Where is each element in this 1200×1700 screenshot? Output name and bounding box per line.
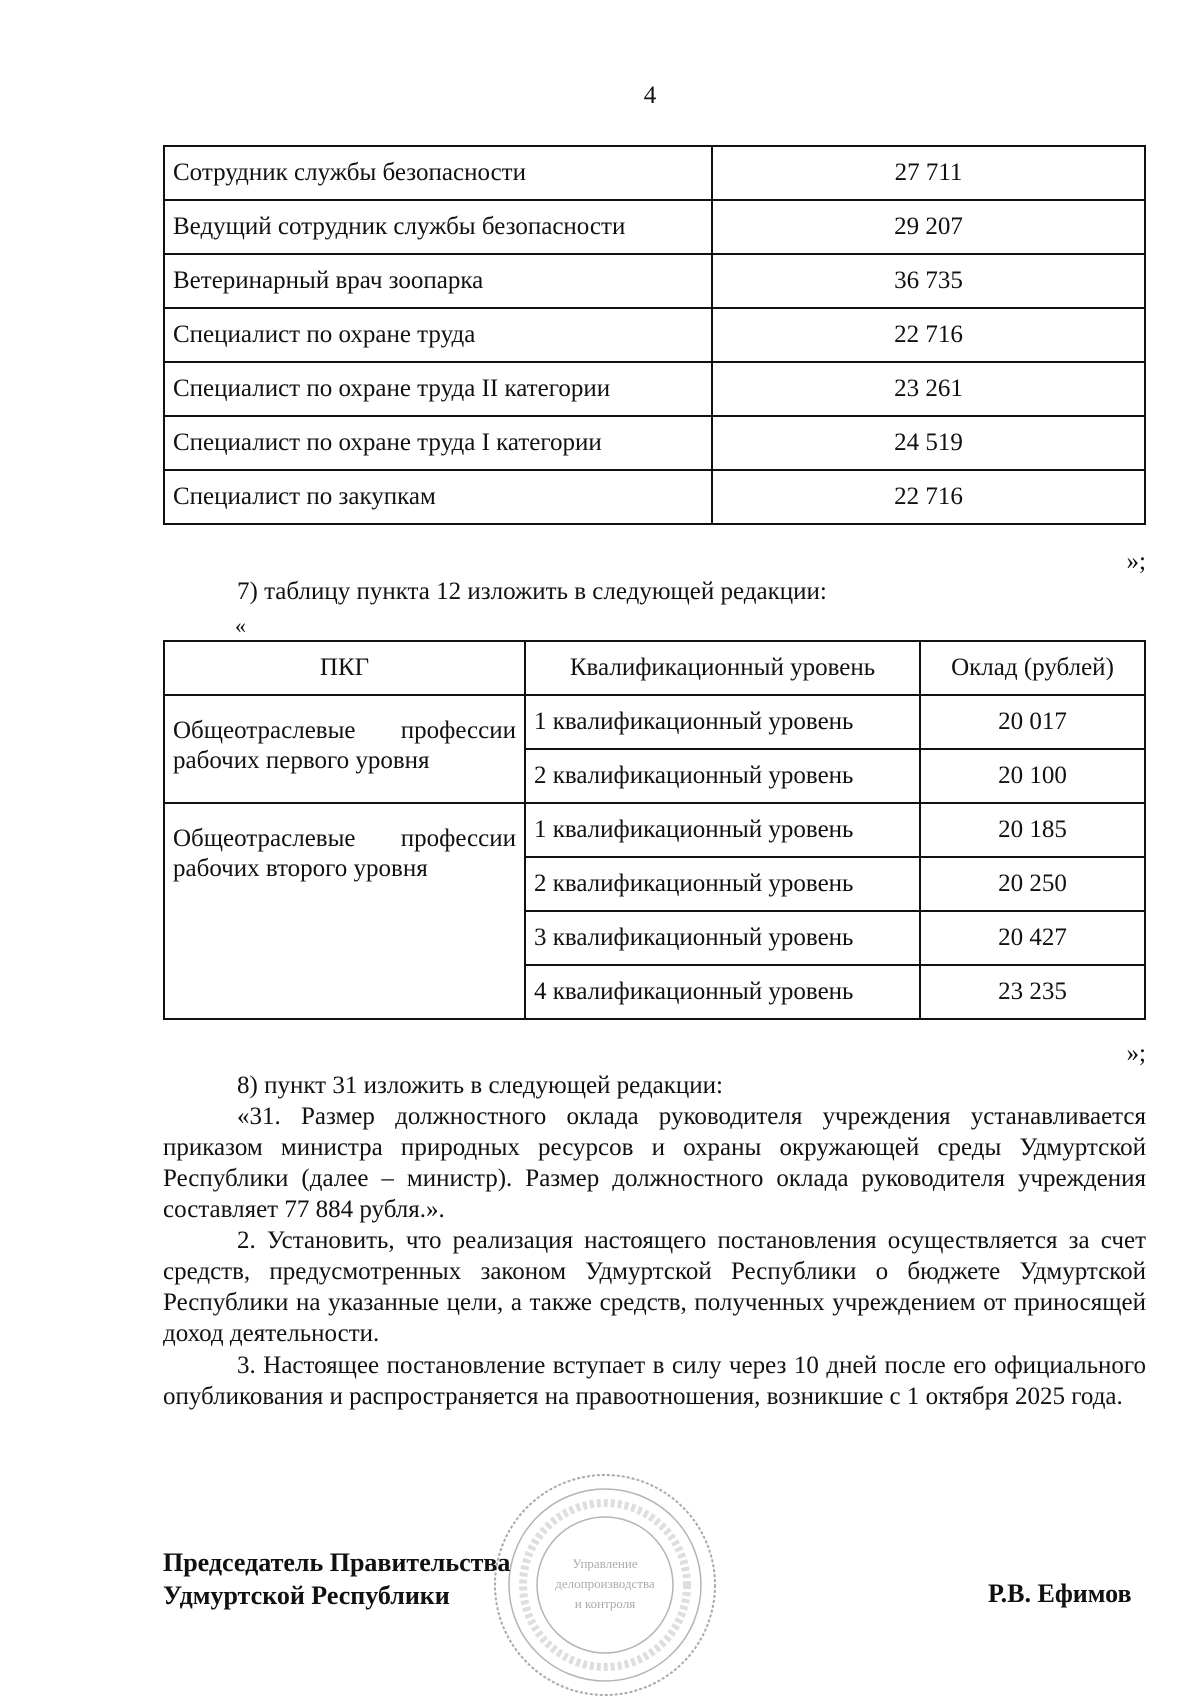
position-salary: 29 207 [712, 200, 1145, 254]
position-name: Специалист по охране труда I категории [164, 416, 712, 470]
stamp-line-3: и контроля [574, 1596, 636, 1611]
qualification-level: 1 квалификационный уровень [525, 695, 920, 749]
table-row [164, 416, 1145, 470]
item8-heading: 8) пункт 31 изложить в следующей редакции: [237, 1072, 723, 1099]
table-row [164, 803, 1145, 857]
position-name: Сотрудник службы безопасности [164, 146, 712, 200]
table-row [164, 146, 1145, 200]
position-salary: 27 711 [712, 146, 1145, 200]
qualification-level: 1 квалификационный уровень [525, 803, 920, 857]
table-row [164, 200, 1145, 254]
table1-close-quote: »; [1126, 548, 1146, 575]
level-salary: 20 250 [920, 857, 1145, 911]
position-salary: 36 735 [712, 254, 1145, 308]
position-name: Специалист по охране труда II категории [164, 362, 712, 416]
signature-title [163, 1546, 510, 1612]
point-3: 3. Настоящее постановление вступает в силу через 10 дней после его официального опубликования и распространяется на правоотношения, возникшие с 1 октября 2025 года. [163, 1352, 1146, 1410]
table2-header-row [164, 641, 1145, 695]
pkg-group-name: Общеотраслевые профессии рабочих второго уровня [164, 803, 525, 1019]
stamp-line-1: Управление [572, 1556, 638, 1571]
table-row [164, 695, 1145, 749]
position-name: Ведущий сотрудник службы безопасности [164, 200, 712, 254]
qualification-level: 2 квалификационный уровень [525, 749, 920, 803]
table-row [164, 470, 1145, 524]
position-salary: 22 716 [712, 470, 1145, 524]
signature-name: Р.В. Ефимов [988, 1579, 1132, 1608]
table-row [164, 254, 1145, 308]
position-name: Специалист по охране труда [164, 308, 712, 362]
table-row [164, 308, 1145, 362]
page-number: 4 [643, 82, 657, 109]
position-salary: 24 519 [712, 416, 1145, 470]
position-name: Специалист по закупкам [164, 470, 712, 524]
signature-title-line2: Удмуртской Республики [163, 1581, 450, 1610]
header-pkg: ПКГ [164, 641, 525, 695]
pkg-group-name: Общеотраслевые профессии рабочих первого уровня [164, 695, 525, 803]
item8-text: «31. Размер должностного оклада руководителя учреждения устанавливается приказом министра природных ресурсов и охраны окружающей среды Удмуртской Республики (далее – министр). Размер должностного оклада руководителя учреждения составляет 77 884 рубля.». [163, 1103, 1146, 1223]
position-name: Ветеринарный врач зоопарка [164, 254, 712, 308]
table2-close-quote: »; [1126, 1040, 1146, 1067]
qualification-level: 4 квалификационный уровень [525, 965, 920, 1019]
qualification-level: 3 квалификационный уровень [525, 911, 920, 965]
position-salary: 22 716 [712, 308, 1145, 362]
salary-table-positions [163, 145, 1146, 525]
position-salary: 23 261 [712, 362, 1145, 416]
qualification-level: 2 квалификационный уровень [525, 857, 920, 911]
level-salary: 20 017 [920, 695, 1145, 749]
item7-text: 7) таблицу пункта 12 изложить в следующей редакции: [237, 578, 827, 605]
point-2: 2. Установить, что реализация настоящего постановления осуществляется за счет средств, предусмотренных законом Удмуртской Республики о бюджете Удмуртской Республики на указанные цели, а также средств, полученных учреждением от приносящей доход деятельности. [163, 1227, 1146, 1347]
level-salary: 20 100 [920, 749, 1145, 803]
stamp-line-2: делопроизводства [555, 1576, 655, 1591]
level-salary: 20 427 [920, 911, 1145, 965]
signature-title-line1: Председатель Правительства [163, 1548, 511, 1577]
seal-stamp [490, 1470, 720, 1700]
item7-open-quote: « [235, 613, 246, 638]
header-salary: Оклад (рублей) [920, 641, 1145, 695]
salary-table-pkg [163, 640, 1146, 1020]
level-salary: 23 235 [920, 965, 1145, 1019]
table-row [164, 362, 1145, 416]
level-salary: 20 185 [920, 803, 1145, 857]
header-level: Квалификационный уровень [525, 641, 920, 695]
